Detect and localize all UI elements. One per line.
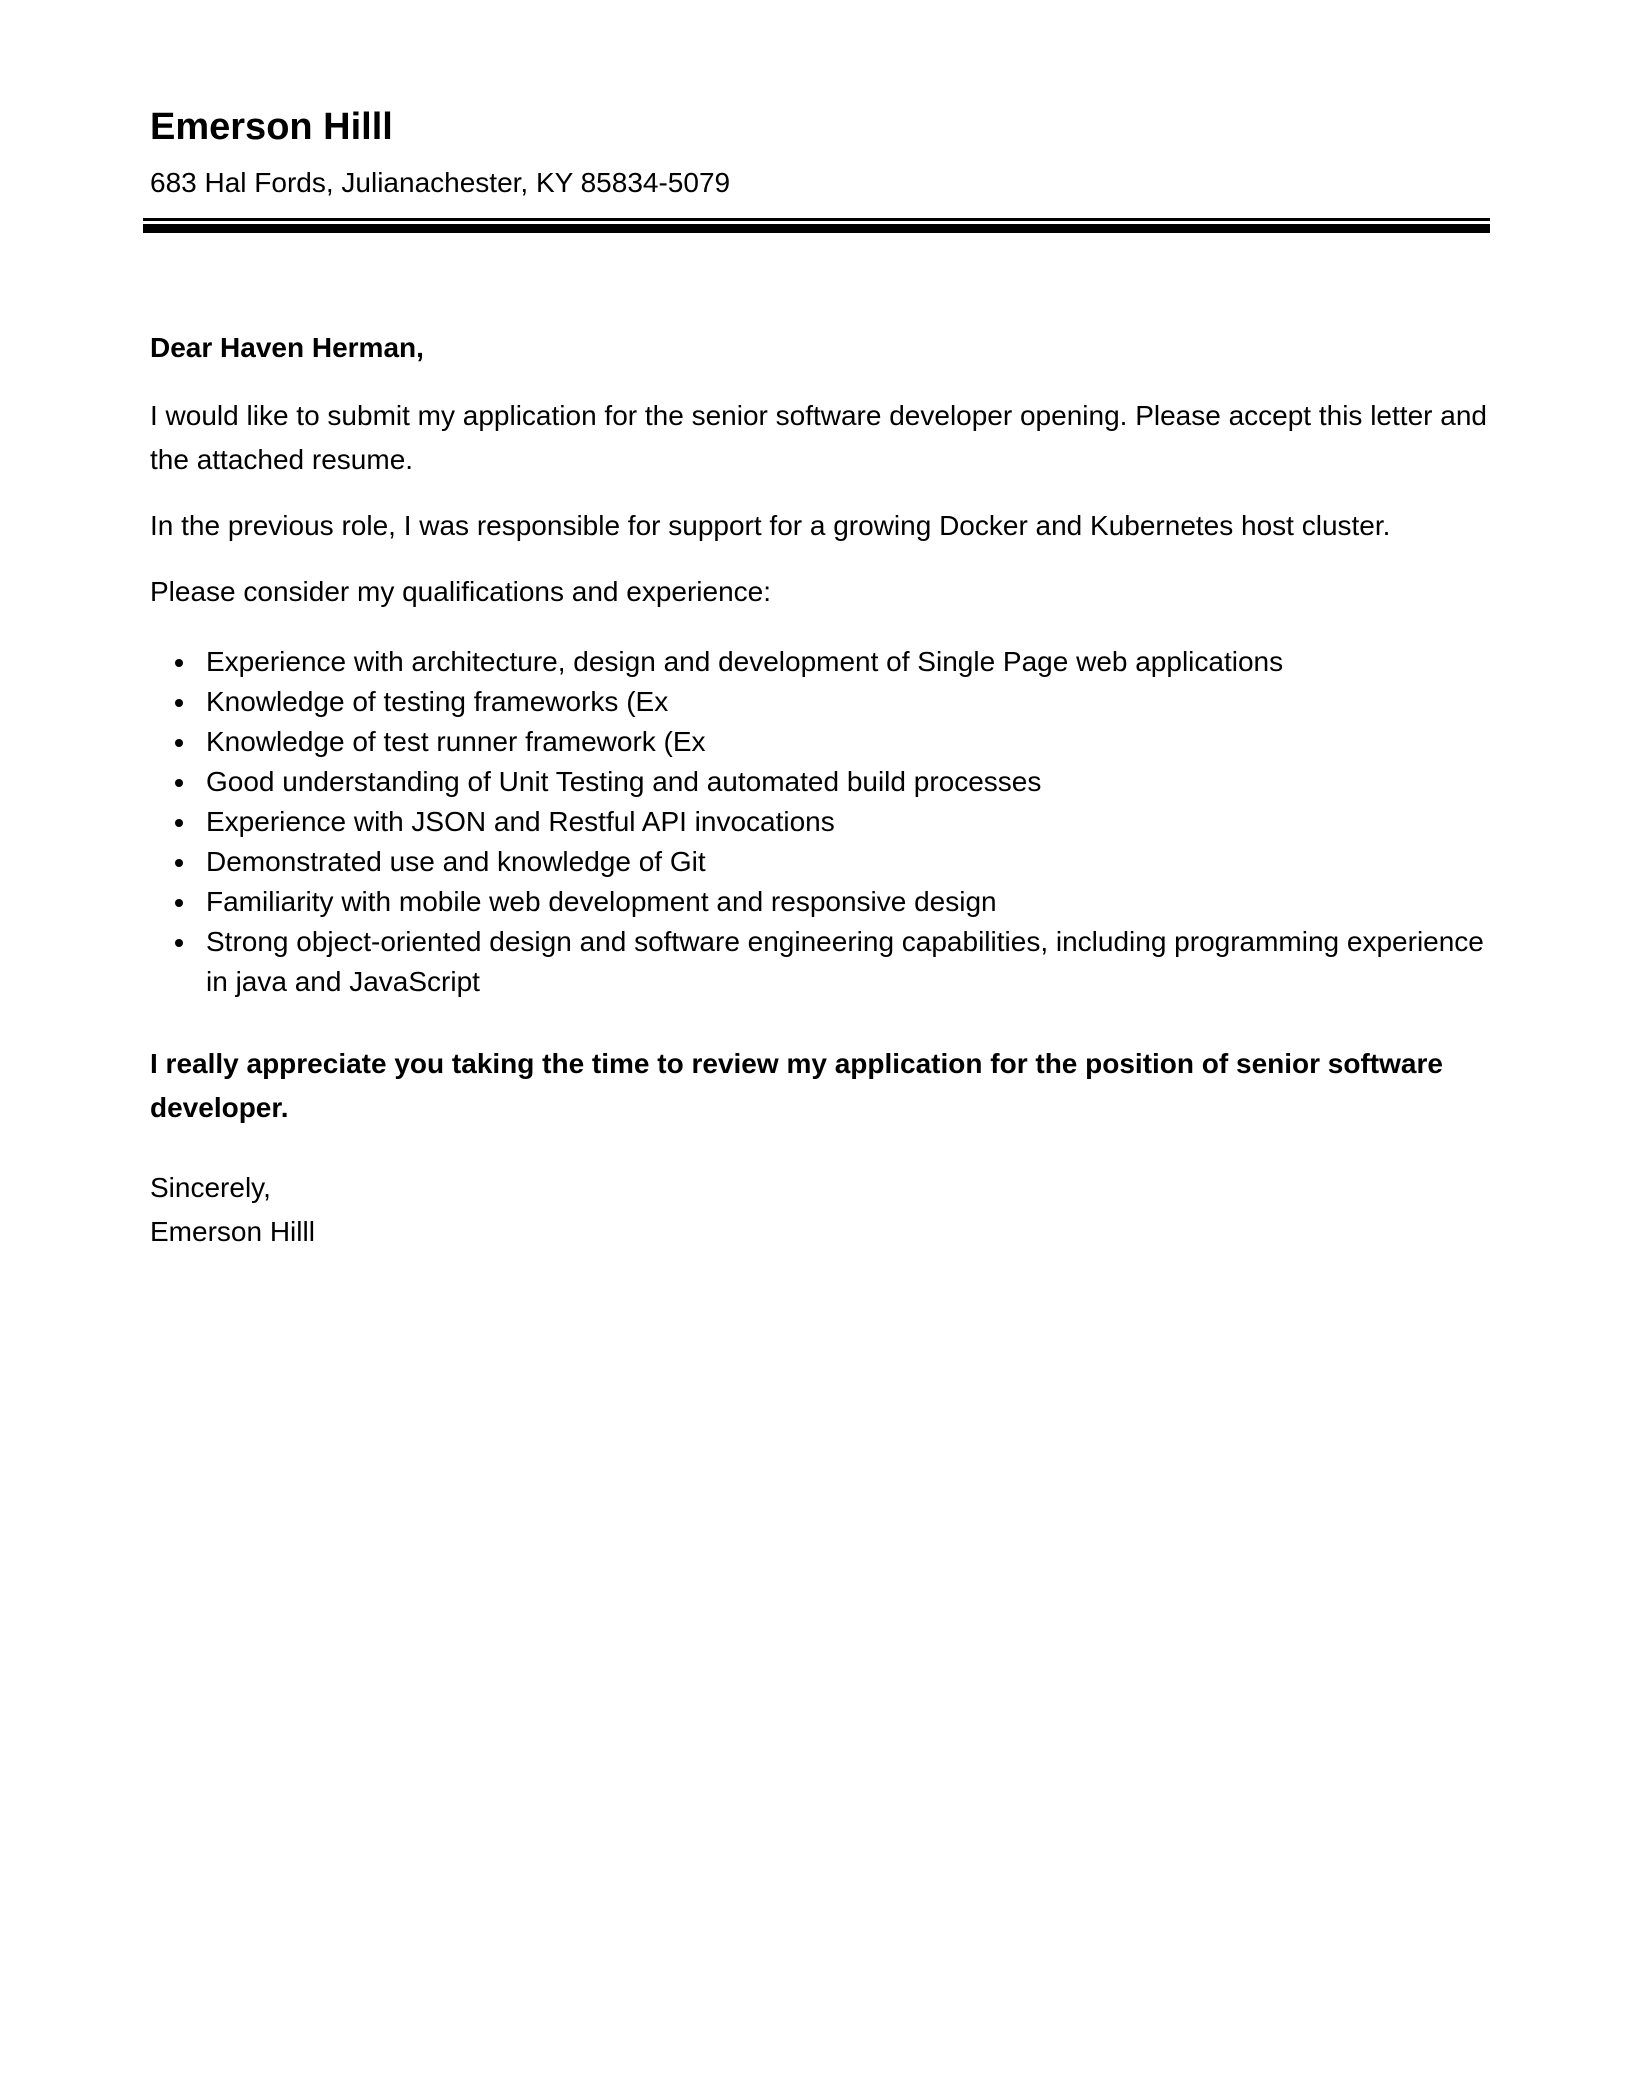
signature-name: Emerson Hilll bbox=[150, 1215, 315, 1247]
header-rule bbox=[143, 218, 1490, 233]
signoff: Sincerely, bbox=[150, 1171, 271, 1203]
intro-paragraph: I would like to submit my application for the senior software developer opening. Please accept this letter and the attached resume. bbox=[150, 399, 1487, 475]
author-name: Emerson Hilll bbox=[150, 106, 393, 148]
qualifications-lead-paragraph: Please consider my qualifications and experience: bbox=[150, 575, 772, 607]
list-item: • Strong object-oriented design and software engineering capabilities, including programming experience in java and JavaScript bbox=[198, 922, 1490, 1002]
signature-block bbox=[150, 1166, 1490, 1254]
list-item: • Experience with JSON and Restful API invocations bbox=[198, 802, 1490, 842]
qualifications-list bbox=[150, 642, 1490, 1002]
salutation: Dear Haven Herman, bbox=[150, 331, 424, 363]
closing-paragraph: I really appreciate you taking the time to review my application for the position of senior software developer. bbox=[150, 1047, 1443, 1123]
list-item: • Good understanding of Unit Testing and automated build processes bbox=[198, 762, 1490, 802]
letter-body bbox=[150, 326, 1490, 1254]
list-item: • Experience with architecture, design and development of Single Page web applications bbox=[198, 642, 1490, 682]
previous-role-paragraph: In the previous role, I was responsible for support for a growing Docker and Kubernetes host cluster. bbox=[150, 509, 1391, 541]
list-item: • Familiarity with mobile web development and responsive design bbox=[198, 882, 1490, 922]
author-address: 683 Hal Fords, Julianachester, KY 85834-5079 bbox=[150, 166, 731, 198]
header-rule-thick-bar bbox=[143, 224, 1490, 233]
letter-header bbox=[150, 104, 1490, 233]
list-item: • Knowledge of testing frameworks (Ex bbox=[198, 682, 1490, 722]
list-item: • Demonstrated use and knowledge of Git bbox=[198, 842, 1490, 882]
list-item: • Knowledge of test runner framework (Ex bbox=[198, 722, 1490, 762]
